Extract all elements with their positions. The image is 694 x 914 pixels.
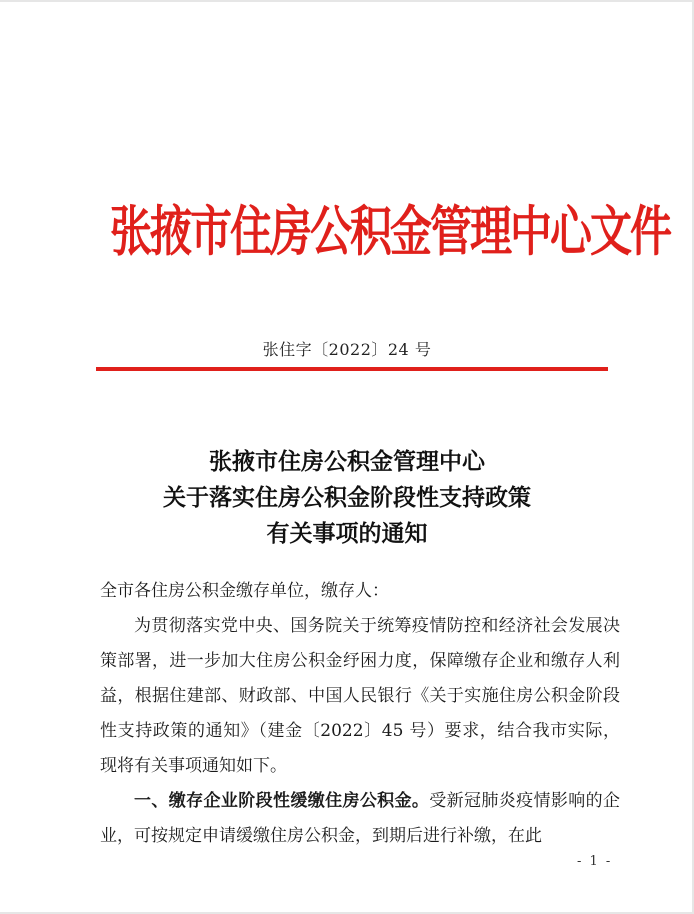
document-header-title: 张掖市住房公积金管理中心文件 — [110, 199, 671, 263]
paragraph-intro: 为贯彻落实党中央、国务院关于统筹疫情防控和经济社会发展决策部署，进一步加大住房公积金纾困力度，保障缴存企业和缴存人利益，根据住建部、财政部、中国人民银行《关于实施住房公积金阶段性支持政策的通知》（建金〔2022〕45 号）要求，结合我市实际，现将有关事项通知如下。 — [100, 616, 620, 776]
notice-body — [100, 574, 620, 854]
section-1-text: 受新冠肺炎疫情影响的企业，可按规定申请缓缴住房公积金，到期后进行补缴，在此 — [100, 791, 621, 846]
document-number: 张住字〔2022〕24 号 — [262, 340, 432, 359]
notice-title-line-3: 有关事项的通知 — [266, 520, 428, 547]
section-1-paragraph — [100, 784, 620, 854]
salutation: 全市各住房公积金缴存单位，缴存人： — [100, 581, 389, 601]
notice-title-line-2: 关于落实住房公积金阶段性支持政策 — [163, 484, 531, 511]
notice-title — [0, 444, 694, 552]
section-1-heading: 一、缴存企业阶段性缓缴住房公积金。 — [134, 791, 430, 811]
notice-title-line-1: 张掖市住房公积金管理中心 — [209, 448, 485, 475]
page-number: - 1 - — [577, 854, 613, 869]
red-divider-line — [96, 367, 608, 371]
page-edge-top — [0, 0, 694, 2]
